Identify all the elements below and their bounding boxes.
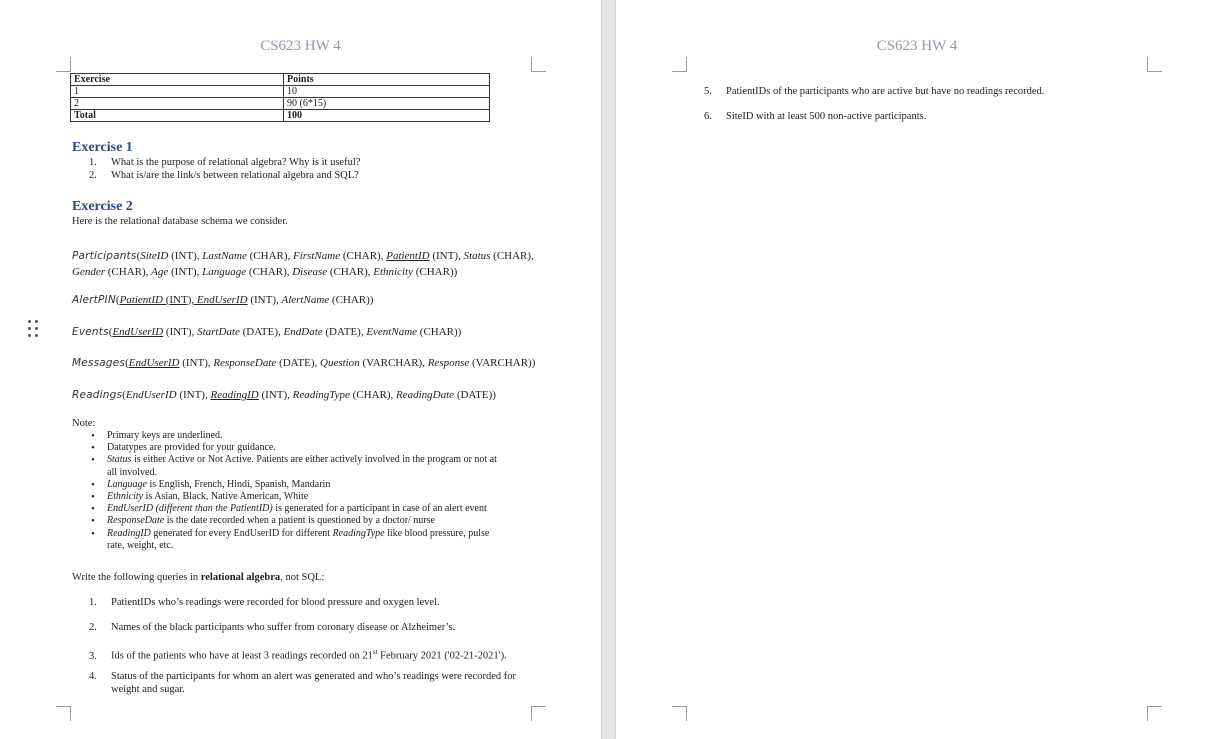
attribute: AlertName: [281, 294, 330, 306]
bullet-icon: •: [91, 515, 95, 528]
datatype: (INT),: [168, 266, 203, 278]
note-term: Ethnicity: [107, 491, 144, 503]
note-text: is the date recorded when a patient is questioned by a doctor/ nurse: [164, 515, 435, 527]
list-item: [89, 596, 440, 609]
instruction-text: Write the following queries in: [72, 572, 201, 583]
datatype: (DATE),: [322, 326, 367, 338]
note-text: generated for every EndUserID for different: [150, 527, 333, 539]
query-text: Names of the black participants who suffer from coronary disease or Alzheimer’s.: [111, 622, 456, 633]
query-text: Status of the participants for whom an alert was generated and who’s readings were recorded for: [111, 671, 516, 682]
list-item: [72, 430, 542, 442]
margin-mark: [56, 57, 71, 72]
schema-participants-cont: [72, 265, 457, 280]
margin-mark: [531, 706, 546, 721]
exercise2-intro: Here is the relational database schema we consider.: [72, 216, 288, 227]
instruction-text: , not SQL:: [280, 572, 325, 583]
instruction: [72, 571, 324, 584]
points-table: [70, 73, 490, 122]
relation-name: AlertPIN: [72, 294, 116, 306]
bullet-icon: •: [91, 527, 95, 540]
attribute: StartDate: [197, 326, 240, 338]
list-item: [89, 670, 516, 683]
list-number: 5.: [704, 86, 712, 97]
relation-name: Readings: [72, 389, 123, 401]
list-item: [72, 503, 542, 515]
margin-mark: [531, 57, 546, 72]
attribute: Question: [320, 357, 360, 369]
datatype: (INT),: [247, 294, 282, 306]
table-total-row: [71, 110, 490, 122]
datatype: (INT),: [429, 250, 464, 262]
datatype: (INT),: [163, 326, 198, 338]
attribute: FirstName: [293, 250, 341, 262]
note-text: rate, weight, etc.: [107, 539, 174, 551]
table-row: [71, 86, 490, 98]
note-term: Language: [107, 478, 147, 490]
schema-text: (: [108, 326, 113, 338]
attribute: EndDate: [283, 326, 323, 338]
query-superscript: st: [372, 648, 378, 656]
instruction-emphasis: relational algebra: [200, 572, 281, 583]
attribute: ReadingDate: [396, 389, 455, 401]
datatype: (CHAR)): [412, 266, 458, 278]
margin-mark: [56, 706, 71, 721]
note-text: is English, French, Hindi, Spanish, Mandarin: [147, 478, 331, 490]
table-cell: Exercise: [71, 74, 284, 86]
datatype: (CHAR),: [105, 266, 152, 278]
table-cell: 10: [284, 86, 490, 98]
note-term: ResponseDate: [107, 515, 165, 527]
note-label: Note:: [72, 418, 96, 429]
datatype: (CHAR),: [349, 389, 397, 401]
list-item: [704, 110, 926, 123]
schema-alertpin: [72, 293, 373, 308]
page-header: CS623 HW 4: [260, 38, 341, 54]
page-header: CS623 HW 4: [876, 38, 958, 54]
datatype: (INT),: [162, 294, 197, 306]
attribute: ResponseDate: [213, 357, 277, 369]
primary-key-attribute: ReadingID: [210, 389, 259, 401]
list-number: 1.: [89, 597, 97, 608]
table-cell: Points: [284, 74, 490, 86]
query-text: Ids of the patients who have at least 3 readings recorded on 21: [111, 650, 373, 662]
list-item-cont: weight and sugar.: [111, 684, 185, 695]
list-number: 4.: [89, 671, 97, 682]
table-header-row: [71, 74, 490, 86]
query-text: February 2021 ('02-21-2021').: [377, 650, 507, 662]
datatype: (CHAR)): [417, 326, 462, 338]
list-number: 3.: [89, 650, 97, 662]
list-item: [72, 528, 542, 552]
query-text: PatientIDs who’s readings were recorded for blood pressure and oxygen level.: [111, 597, 440, 608]
attribute: EventName: [366, 326, 418, 338]
table-cell: Total: [71, 110, 284, 122]
note-text: like blood pressure, pulse: [384, 527, 490, 539]
schema-text: (: [125, 357, 129, 369]
datatype: (VARCHAR)): [469, 357, 536, 369]
note-text: Datatypes are provided for your guidance.: [107, 442, 276, 454]
list-item: [89, 646, 507, 663]
attribute: Status: [463, 250, 491, 262]
list-item: [72, 515, 542, 527]
bullet-icon: •: [91, 454, 95, 467]
datatype: (CHAR),: [340, 250, 387, 262]
drag-handle-icon[interactable]: [28, 320, 42, 340]
question-text: What is the purpose of relational algebra? Why is it useful?: [111, 157, 361, 168]
relation-name: Messages: [72, 357, 126, 369]
datatype: (DATE),: [239, 326, 284, 338]
bullet-icon: •: [91, 491, 95, 504]
list-number: 1.: [89, 157, 97, 168]
bullet-icon: •: [91, 430, 95, 442]
bullet-icon: •: [91, 503, 95, 516]
list-item: [72, 479, 542, 491]
attribute: ReadingType: [292, 389, 350, 401]
list-item: [72, 442, 542, 454]
exercise2-heading: Exercise 2: [72, 199, 133, 214]
relation-name: Events: [72, 326, 109, 338]
margin-mark: [1147, 706, 1162, 721]
query-text: PatientIDs of the participants who are active but have no readings recorded.: [726, 86, 1045, 97]
note-text: is Asian, Black, Native American, White: [143, 491, 309, 503]
note-term: ReadingType: [332, 527, 385, 539]
datatype: (DATE),: [276, 357, 321, 369]
primary-key-attribute: EndUserID: [196, 294, 248, 306]
datatype: (CHAR),: [246, 266, 293, 278]
datatype: (CHAR),: [327, 266, 374, 278]
attribute: Gender: [72, 266, 105, 278]
attribute: Age: [151, 266, 169, 278]
attribute: Ethnicity: [373, 266, 413, 278]
schema-events: [72, 325, 461, 340]
note-text: is generated for a participant in case of an alert event: [272, 503, 487, 515]
bullet-icon: •: [91, 478, 95, 491]
list-item: [89, 169, 359, 182]
schema-text: (: [136, 250, 141, 262]
primary-key-attribute: EndUserID: [112, 326, 164, 338]
list-number: 2.: [89, 170, 97, 181]
primary-key-attribute: EndUserID: [128, 357, 180, 369]
document-page-left: [0, 0, 601, 739]
query-text: SiteID with at least 500 non-active participants.: [726, 111, 927, 122]
bullet-icon: •: [91, 442, 95, 455]
primary-key-attribute: PatientID: [386, 250, 430, 262]
datatype: (INT),: [258, 389, 293, 401]
datatype: (CHAR)): [329, 294, 374, 306]
schema-text: (: [122, 389, 126, 401]
table-cell: 100: [284, 110, 490, 122]
note-term: EndUserID (different than the PatientID): [107, 503, 273, 515]
document-page-right: [616, 0, 1218, 739]
datatype: (VARCHAR),: [359, 357, 428, 369]
datatype: (DATE)): [454, 389, 496, 401]
list-item: [72, 454, 542, 478]
attribute: SiteID: [140, 250, 169, 262]
notes-list: [72, 430, 542, 552]
question-text: What is/are the link/s between relational algebra and SQL?: [111, 170, 359, 181]
note-term: Status: [107, 454, 132, 466]
table-row: [71, 98, 490, 110]
relation-name: Participants: [72, 250, 137, 262]
table-cell: 90 (6*15): [284, 98, 490, 110]
table-cell: 2: [71, 98, 284, 110]
attribute: Response: [427, 357, 470, 369]
margin-mark: [1147, 57, 1162, 72]
table-cell: 1: [71, 86, 284, 98]
list-number: 6.: [704, 111, 712, 122]
datatype: (CHAR),: [246, 250, 294, 262]
schema-readings: [72, 388, 496, 403]
datatype: (INT),: [168, 250, 203, 262]
margin-mark: [672, 706, 687, 721]
schema-participants: [72, 249, 534, 264]
list-number: 2.: [89, 622, 97, 633]
list-item: [704, 85, 1044, 98]
margin-mark: [672, 57, 687, 72]
primary-key-attribute: PatientID: [119, 294, 163, 306]
note-text: all involved.: [107, 466, 157, 478]
note-term: ReadingID: [107, 527, 151, 539]
list-item: [89, 156, 360, 169]
attribute: Language: [202, 266, 247, 278]
schema-text: (: [115, 294, 120, 306]
exercise1-heading: Exercise 1: [72, 140, 133, 155]
datatype: (CHAR),: [490, 250, 534, 262]
attribute: LastName: [202, 250, 247, 262]
list-item: [72, 491, 542, 503]
attribute: Disease: [292, 266, 328, 278]
attribute: EndUserID: [125, 389, 177, 401]
datatype: (INT),: [176, 389, 211, 401]
list-item: [89, 621, 455, 634]
datatype: (INT),: [179, 357, 214, 369]
note-text: Primary keys are underlined.: [107, 430, 223, 441]
note-text: is either Active or Not Active. Patients are either actively involved in the program or not at: [131, 454, 497, 466]
schema-messages: [72, 356, 535, 371]
